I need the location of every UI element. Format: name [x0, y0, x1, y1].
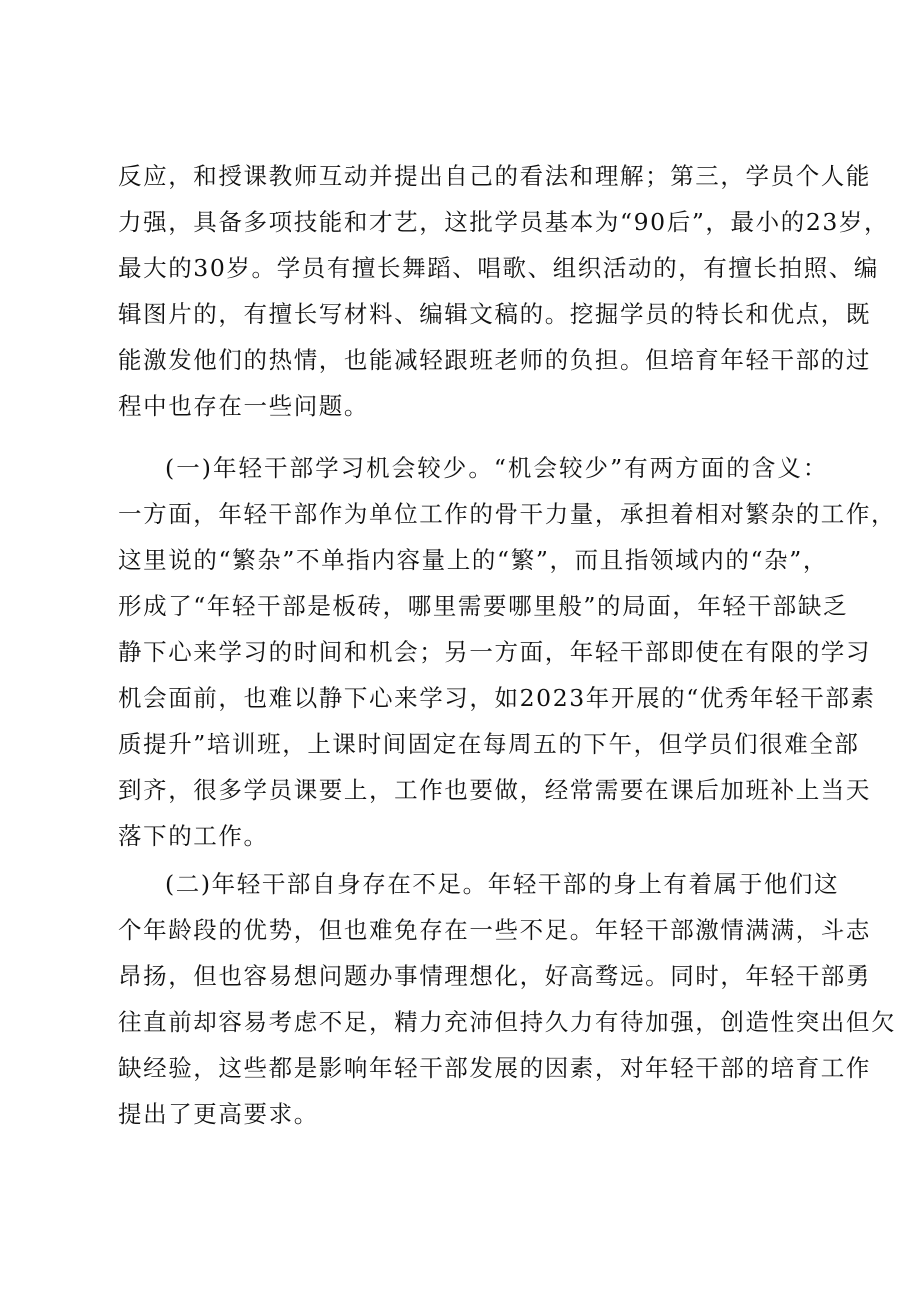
- paragraph-line: 反应，和授课教师互动并提出自己的看法和理解；第三，学员个人能: [118, 162, 871, 190]
- paragraph-line: 程中也存在一些问题。: [118, 392, 369, 420]
- paragraph-line: 最大的30岁。学员有擅长舞蹈、唱歌、组织活动的，有擅长拍照、编: [118, 254, 880, 282]
- paragraph-3: [118, 861, 897, 1137]
- paragraph-line: 辑图片的，有擅长写材料、编辑文稿的。挖掘学员的特长和优点，既: [118, 300, 871, 328]
- paragraph-heading-line: (二)年轻干部自身存在不足。年轻干部的身上有着属于他们这: [165, 870, 840, 898]
- paragraph-line: 机会面前，也难以静下心来学习，如2023年开展的“优秀年轻干部素: [118, 684, 876, 712]
- paragraph-line: 静下心来学习的时间和机会；另一方面，年轻干部即使在有限的学习: [118, 638, 871, 666]
- paragraph-line: 到齐，很多学员课要上，工作也要做，经常需要在课后加班补上当天: [118, 776, 871, 804]
- paragraph-line: 形成了“年轻干部是板砖，哪里需要哪里般”的局面，年轻干部缺乏: [118, 592, 849, 620]
- paragraph-line: 提出了更高要求。: [118, 1100, 319, 1128]
- paragraph-line: 昂扬，但也容易想问题办事情理想化，好高骛远。同时，年轻干部勇: [118, 962, 871, 990]
- paragraph-1: [118, 153, 890, 429]
- paragraph-line: 个年龄段的优势，但也难免存在一些不足。年轻干部激情满满，斗志: [118, 916, 871, 944]
- paragraph-line: 往直前却容易考虑不足，精力充沛但持久力有待加强，创造性突出但欠: [118, 1008, 897, 1036]
- paragraph-line: 落下的工作。: [118, 822, 269, 850]
- paragraph-heading-line: (一)年轻干部学习机会较少。“机会较少”有两方面的含义：: [165, 454, 828, 482]
- paragraph-line: 缺经验，这些都是影响年轻干部发展的因素，对年轻干部的培育工作: [118, 1054, 871, 1082]
- paragraph-line: 能激发他们的热情，也能减轻跟班老师的负担。但培育年轻干部的过: [118, 346, 871, 374]
- paragraph-line: 这里说的“繁杂”不单指内容量上的“繁”，而且指领域内的“杂”，: [118, 546, 828, 574]
- paragraph-line: 一方面，年轻干部作为单位工作的骨干力量，承担着相对繁杂的工作，: [118, 500, 897, 528]
- paragraph-line: 质提升”培训班，上课时间固定在每周五的下午，但学员们很难全部: [118, 730, 860, 758]
- paragraph-line: 力强，具备多项技能和才艺，这批学员基本为“90后”，最小的23岁，: [118, 208, 890, 236]
- paragraph-2: [118, 445, 897, 859]
